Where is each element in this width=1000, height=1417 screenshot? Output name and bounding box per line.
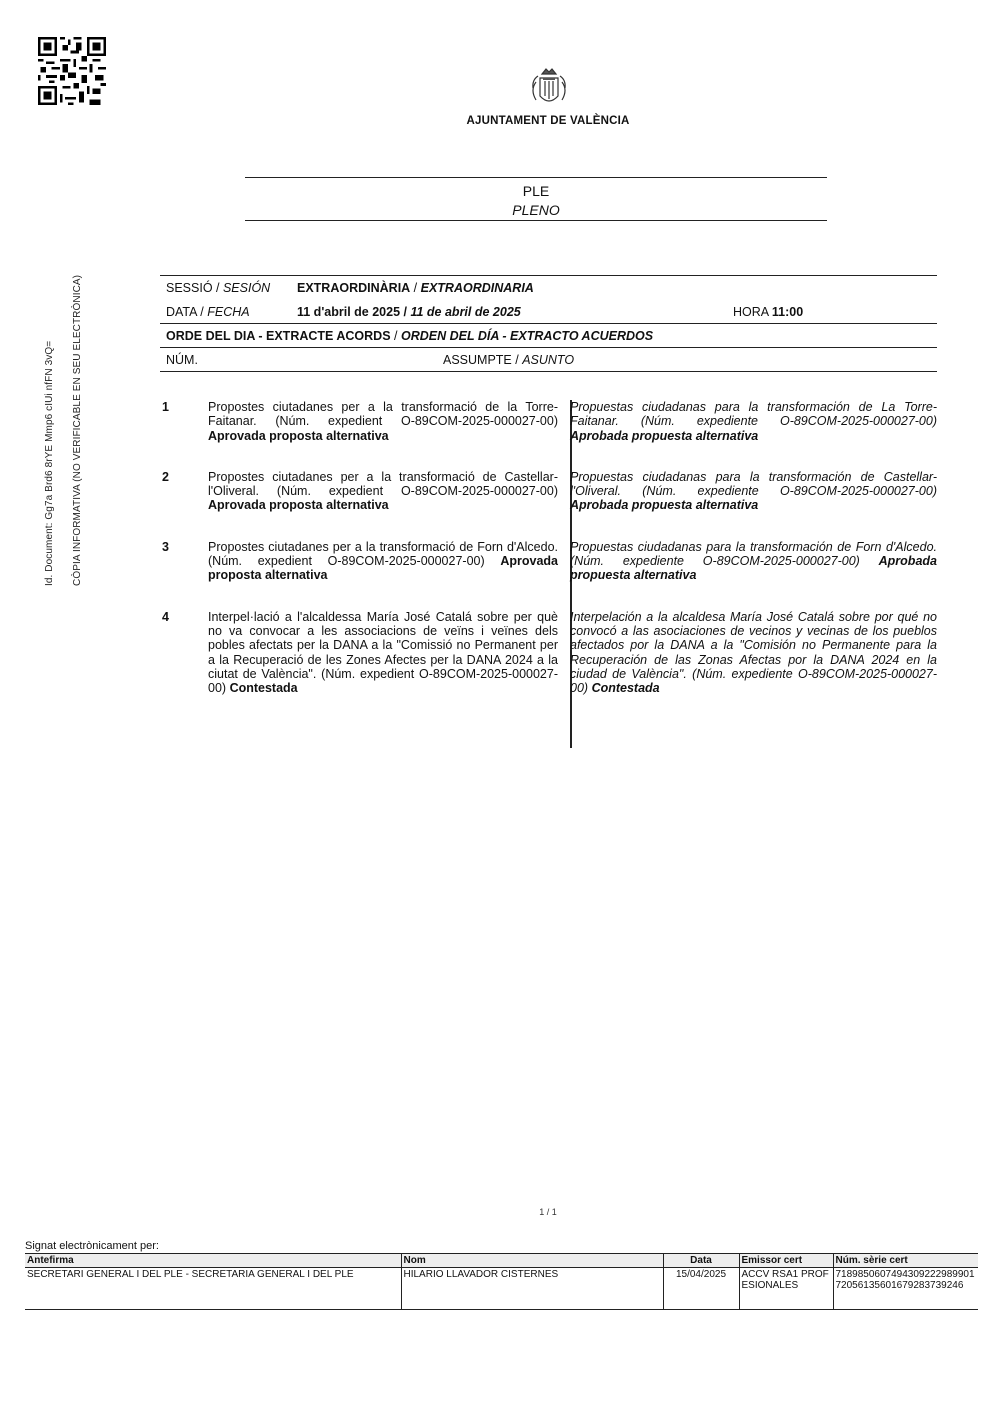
cert-issuer: ACCV RSA1 PROFESIONALES	[739, 1268, 833, 1310]
item-number: 4	[162, 609, 169, 624]
columns-row: NÚM. ASSUMPTE / ASUNTO	[160, 348, 937, 372]
item-text-va: Propostes ciutadanes per a la transformació de Castellar-l'Oliveral. (Núm. expedient O-89COM-2025-000027-00) Aprovada proposta alternativa	[208, 469, 558, 513]
hour-value: 11:00	[771, 304, 804, 319]
body-name-es: PLENO	[512, 202, 560, 218]
agenda-title-va: ORDE DEL DIA - EXTRACTE ACORDS	[166, 328, 391, 343]
signature-title: Signat electrònicament per:	[25, 1240, 159, 1252]
item-number: 3	[162, 539, 169, 554]
session-type-va: EXTRAORDINÀRIA	[297, 281, 411, 295]
agenda-items	[160, 400, 937, 695]
copy-notice: CÒPIA INFORMATIVA (NO VERIFICABLE EN SEU ELECTRÒNICA)	[72, 274, 83, 586]
signature-header-row	[25, 1254, 978, 1268]
agenda-title-es: ORDEN DEL DÍA - EXTRACTO ACUERDOS	[400, 328, 654, 343]
item-text-es: Propuestas ciudadanas para la transformación de La Torre-Faitanar. (Núm. expediente O-89COM-2025-000027-00) Aprobada propuesta alternativa	[570, 400, 937, 443]
col-antefirma: Antefirma	[25, 1254, 401, 1268]
agenda-item	[160, 610, 937, 696]
hour-label: HORA	[733, 304, 769, 319]
session-row: SESSIÓ / SESIÓN EXTRAORDINÀRIA / EXTRAORDINARIA	[166, 281, 534, 295]
col-data: Data	[663, 1254, 739, 1268]
cert-serial: 718985060749430922298990172056135601679283739246	[833, 1268, 978, 1310]
col-serie: Núm. sèrie cert	[833, 1254, 978, 1268]
date-row: DATA / FECHA 11 d'abril de 2025 / 11 de abril de 2025 HORA 11:00	[160, 300, 937, 324]
page-number: 1 / 1	[539, 1207, 557, 1217]
sign-date: 15/04/2025	[663, 1268, 739, 1310]
col-nom: Nom	[401, 1254, 663, 1268]
session-type-es: EXTRAORDINARIA	[420, 281, 534, 295]
date-value-es: 11 de abril de 2025	[410, 304, 521, 319]
date-label-es: FECHA	[207, 304, 250, 319]
table-row	[25, 1268, 978, 1310]
signature-table	[25, 1253, 978, 1310]
session-header	[160, 275, 937, 372]
item-text-va: Propostes ciutadanes per a la transformació de Forn d'Alcedo. (Núm. expedient O-89COM-2025-000027-00) Aprovada proposta alternativa	[208, 539, 558, 583]
qr-code-icon	[37, 37, 107, 105]
session-label-va: SESSIÓ	[166, 281, 213, 295]
item-number: 2	[162, 469, 169, 484]
agenda-item	[160, 470, 937, 513]
city-coat-of-arms-icon	[526, 66, 572, 110]
body-name-va: PLE	[522, 183, 550, 199]
signer-name: HILARIO LLAVADOR CISTERNES	[401, 1268, 663, 1310]
agenda-item	[160, 540, 937, 583]
agenda-row: ORDE DEL DIA - EXTRACTE ACORDS / ORDEN DEL DÍA - EXTRACTO ACUERDOS	[160, 324, 937, 348]
session-label-es: SESIÓN	[222, 281, 271, 295]
item-number: 1	[162, 400, 169, 414]
col-emissor: Emissor cert	[739, 1254, 833, 1268]
item-text-es: Propuestas ciudadanas para la transformación de Castellar-l'Oliveral. (Núm. expediente O-89COM-2025-000027-00) Aprobada propuesta alternativa	[570, 469, 937, 513]
subject-label-va: ASSUMPTE	[443, 352, 512, 367]
agenda-item	[160, 400, 937, 443]
governing-body	[245, 177, 827, 221]
subject-label-es: ASUNTO	[522, 352, 575, 367]
date-label-va: DATA	[166, 304, 197, 319]
signer-role: SECRETARI GENERAL I DEL PLE - SECRETARIA GENERAL I DEL PLE	[25, 1268, 401, 1310]
organization-name: AJUNTAMENT DE VALÈNCIA	[466, 115, 630, 127]
item-text-es: Propuestas ciudadanas para la transformación de Forn d'Alcedo. (Núm. expediente O-89COM-2025-000027-00) Aprobada propuesta alternativa	[570, 539, 937, 583]
document-id: Id. Document: Gg7a Brd6 8rYE Mmp6 cIUi nfFN 3vQ=	[44, 340, 55, 586]
item-text-va: Propostes ciutadanes per a la transformació de la Torre-Faitanar. (Núm. expedient O-89COM-2025-000027-00) Aprovada proposta alternativa	[208, 400, 558, 443]
item-text-es: Interpelación a la alcaldesa María José Catalá sobre por qué no convocó a las asociaciones de vecinos y vecinas de los pueblos afectados por la DANA a la "Comisión no Permanente para la Recuperación de las Zonas Afectas por la DANA 2024 en la ciudad de València". (Núm. expediente O-89COM-2025-000027-00) Contestada	[570, 609, 937, 696]
num-column-label: NÚM.	[166, 352, 198, 367]
item-text-va: Interpel·lació a l'alcaldessa María José Catalá sobre per què no va convocar a les associacions de veïns i veïnes dels pobles afectats per la DANA a la "Comissió no Permanent per a la Recuperació de les Zones Afectes per la DANA 2024 a la ciutat de València". (Núm. expedient O-89COM-2025-000027-00) Contestada	[208, 609, 558, 696]
date-value-va: 11 d'abril de 2025	[297, 304, 401, 319]
